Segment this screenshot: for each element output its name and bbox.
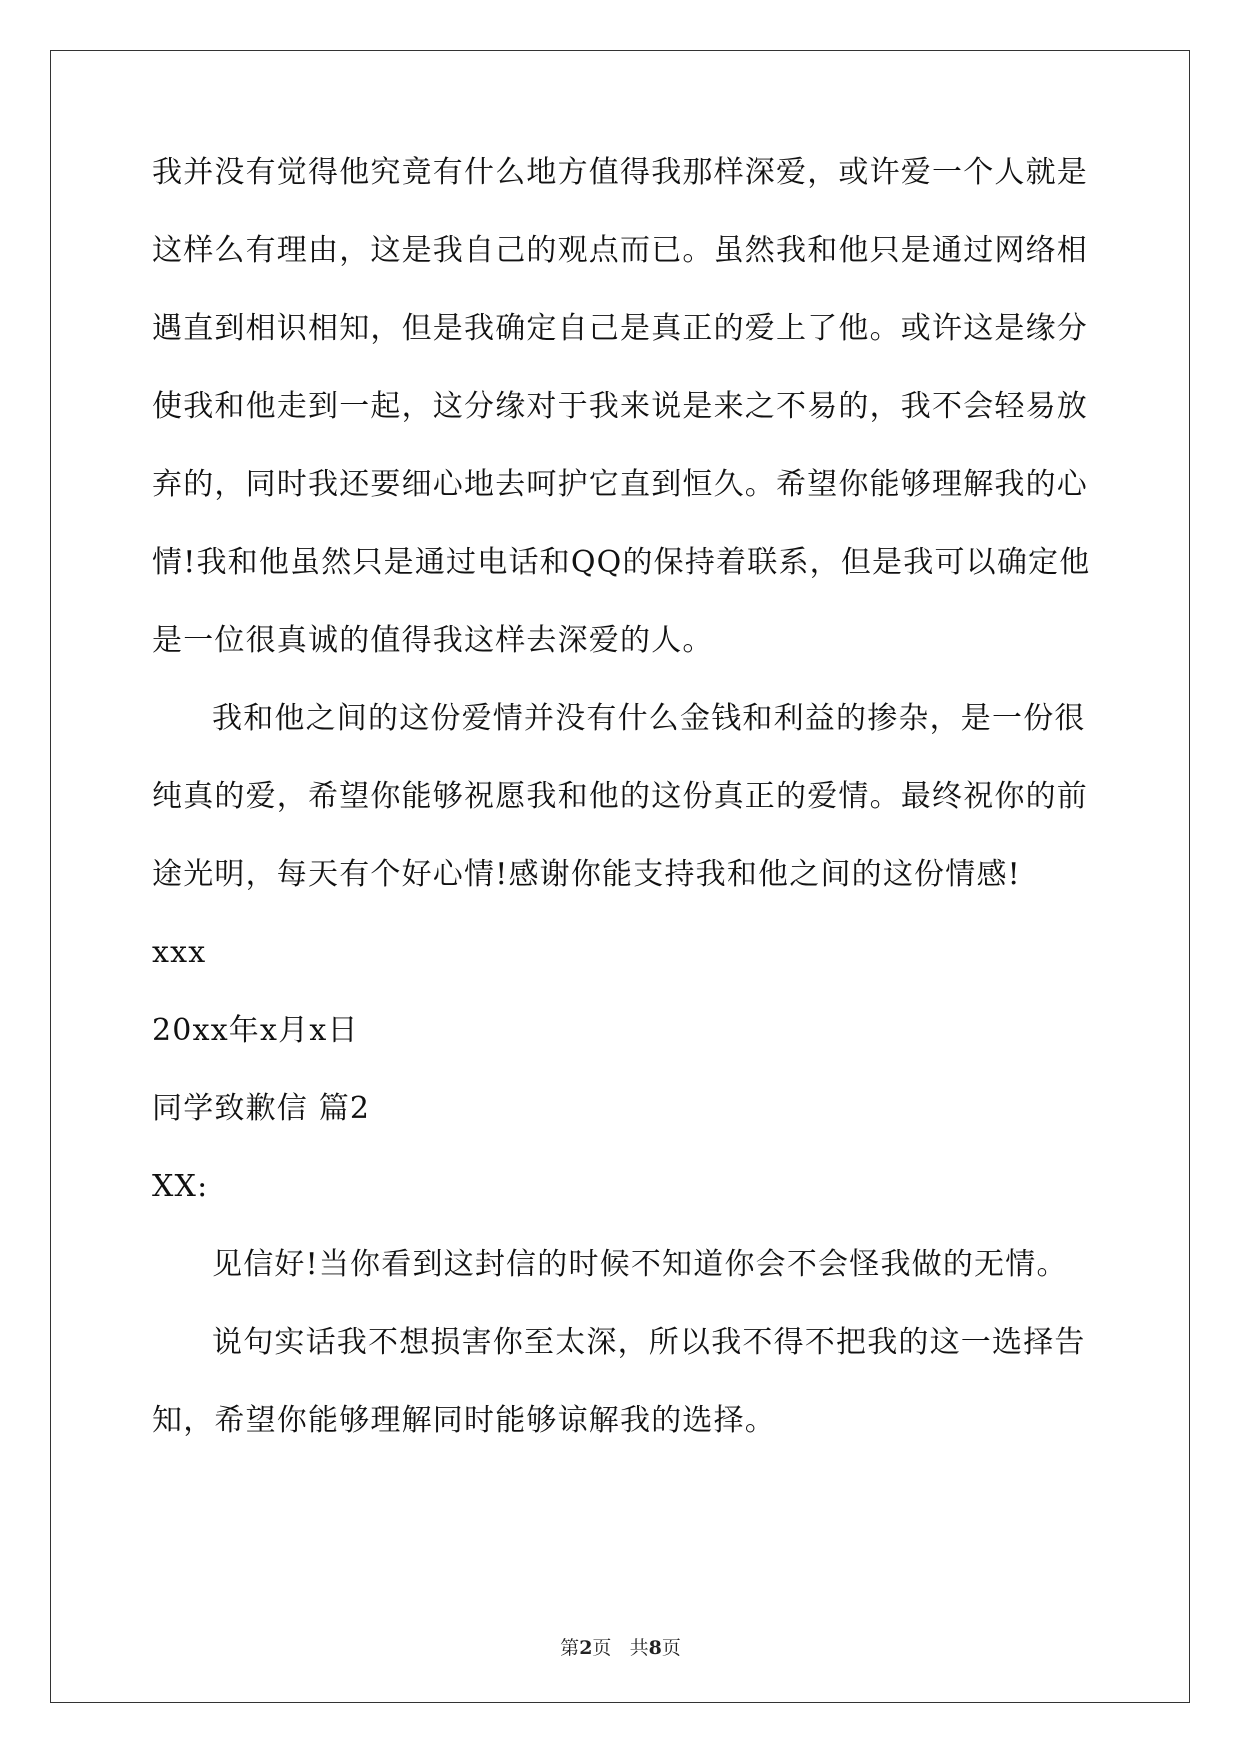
page-footer (0, 1633, 1241, 1660)
text-line: 遇直到相识相知，但是我确定自己是真正的爱上了他。或许这是缘分 (152, 311, 1088, 346)
footer-page-suffix: 页 (592, 1637, 612, 1659)
footer-total-prefix: 共 (629, 1637, 649, 1659)
signature-name: xxx (152, 935, 207, 970)
text-line: 途光明，每天有个好心情!感谢你能支持我和他之间的这份情感! (152, 857, 1021, 892)
document-body (152, 155, 1091, 1438)
text-line: 使我和他走到一起，这分缘对于我来说是来之不易的，我不会轻易放 (152, 389, 1088, 424)
paragraph-first-line: 说句实话我不想损害你至太深，所以我不得不把我的这一选择告 (212, 1325, 1086, 1360)
text-line: 情!我和他虽然只是通过电话和QQ的保持着联系，但是我可以确定他 (152, 545, 1091, 580)
text-line: 知，希望你能够理解同时能够谅解我的选择。 (152, 1403, 776, 1438)
total-pages-number: 8 (648, 1637, 662, 1659)
salutation: XX: (152, 1169, 209, 1204)
current-page-number: 2 (579, 1637, 593, 1659)
text-line: 是一位很真诚的值得我这样去深爱的人。 (152, 623, 714, 658)
paragraph-first-line: 见信好!当你看到这封信的时候不知道你会不会怪我做的无情。 (212, 1247, 1068, 1282)
signature-date: 20xx年x月x日 (152, 1013, 359, 1048)
text-line: 这样么有理由，这是我自己的观点而已。虽然我和他只是通过网络相 (152, 233, 1088, 268)
paragraph-first-line: 我和他之间的这份爱情并没有什么金钱和利益的掺杂，是一份很 (212, 701, 1086, 736)
text-line: 纯真的爱，希望你能够祝愿我和他的这份真正的爱情。最终祝你的前 (152, 779, 1088, 814)
text-line: 弃的，同时我还要细心地去呵护它直到恒久。希望你能够理解我的心 (152, 467, 1088, 502)
footer-total-suffix: 页 (661, 1637, 681, 1659)
footer-prefix: 第 (560, 1637, 580, 1659)
section-heading: 同学致歉信 篇2 (152, 1091, 371, 1126)
text-line: 我并没有觉得他究竟有什么地方值得我那样深爱，或许爱一个人就是 (152, 155, 1088, 190)
